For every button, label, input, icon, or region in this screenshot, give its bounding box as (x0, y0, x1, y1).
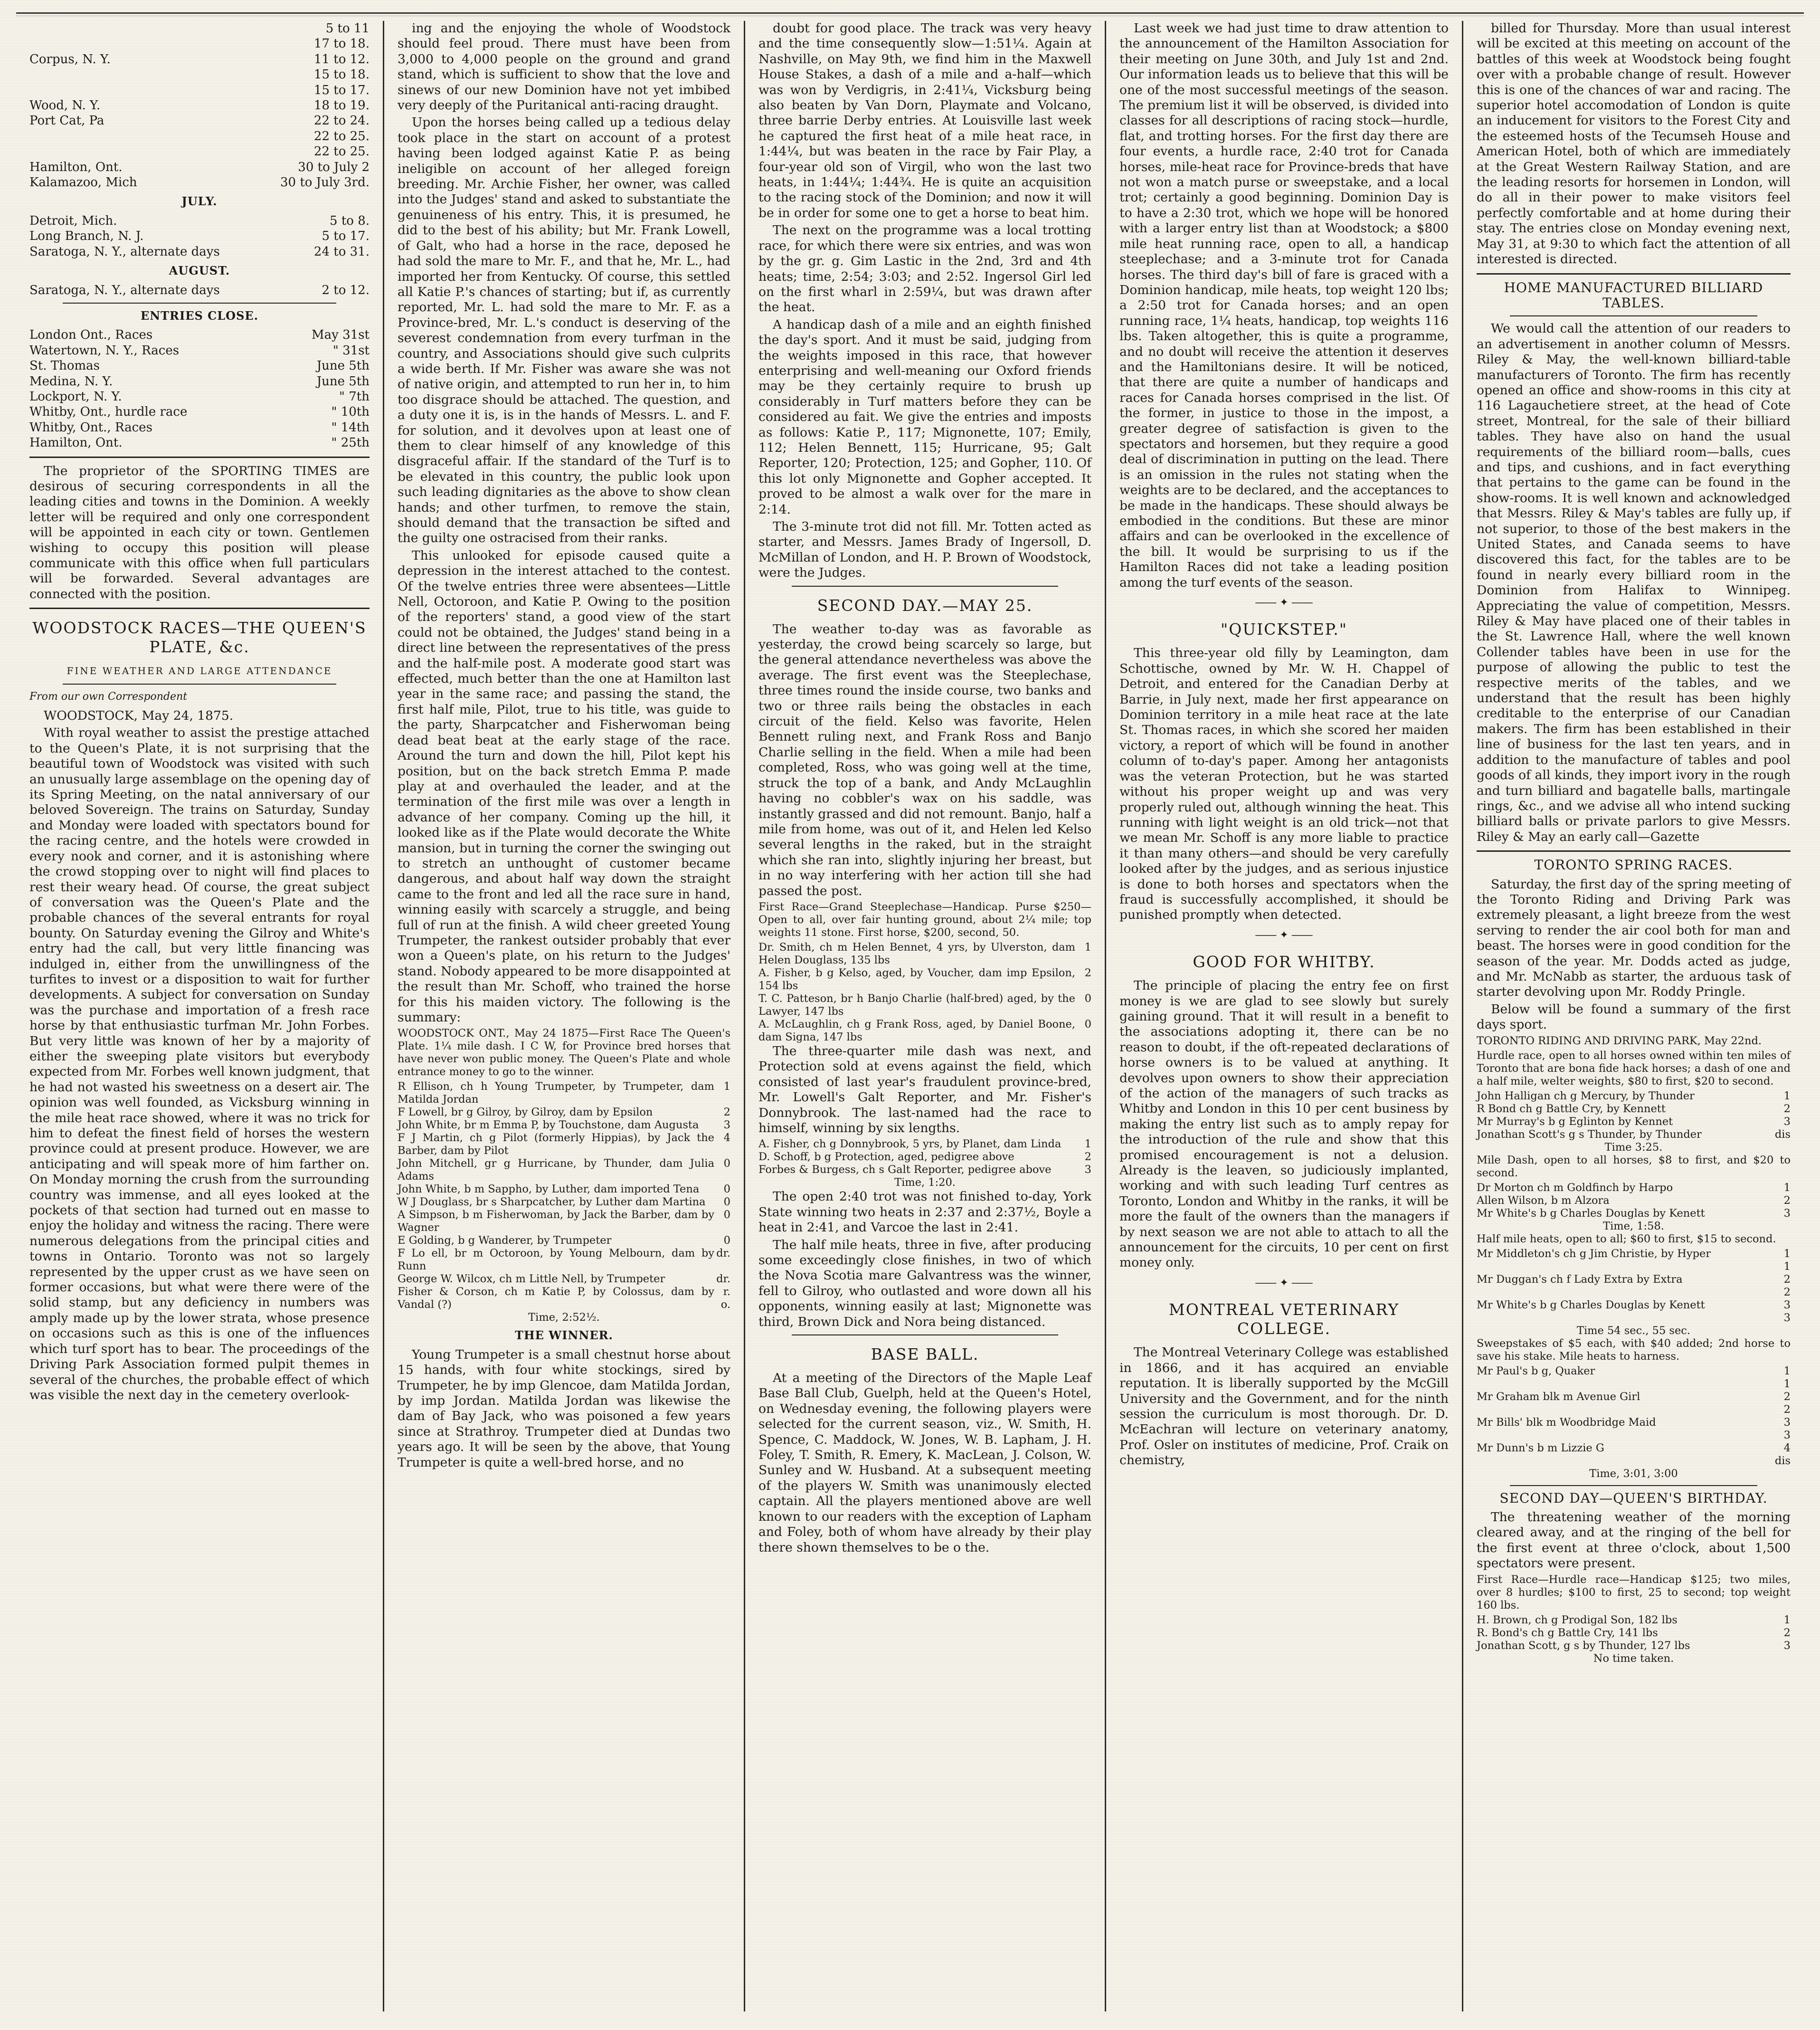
summary-entry-label: Allen Wilson, b m Alzora (1477, 1194, 1610, 1207)
birthday-hurdle-summary (1477, 1573, 1791, 1665)
summary-entry-label: F Lowell, br g Gilroy, by Gilroy, dam by Epsilon (398, 1106, 653, 1119)
race-date-row (29, 175, 370, 190)
entry-close-row-value: June 5th (316, 359, 370, 373)
article-paragraph: The 3-minute trot did not fill. Mr. Totten acted as starter, and Messrs. James Brady of Ingersoll, D. McMillan of London, and H. P. Brown of Woodstock, were the Judges. (758, 519, 1091, 581)
summary-entry-label: H. Brown, ch g Prodigal Son, 182 lbs (1477, 1613, 1678, 1626)
july-heading: JULY. (181, 194, 218, 209)
three-quarter-summary (758, 1138, 1091, 1189)
race-date-row (29, 160, 370, 175)
race-date-row-value: 5 to 8. (330, 213, 370, 228)
summary-entry (758, 1151, 1091, 1163)
summary-entry-label: A. Fisher, b g Kelso, aged, by Voucher, dam imp Epsilon, 154 lbs (758, 966, 1075, 992)
summary-intro: First Race—Hurdle race—Handicap $125; two miles, over 8 hurdles; $100 to first, 25 to second; top weight 160 lbs. (1477, 1573, 1791, 1611)
article-paragraph: billed for Thursday. More than usual interest will be excited at this meeting on account of the battles of this week at Woodstock being fought over with a probable change of result. However this is one of the chances of war and racing. The superior hotel accomodation of London is quite an inducement for visitors to the Forest City and the esteemed hosts of the Tecumseh House and American Hotel, both of which are immediately at the Great Western Railway Station, and are the leading resorts for horsemen in London, will do all in their power to make visitors feel perfectly comfortable and at home during their stay. The entries close on Monday evening next, May 31, at 9:30 to which fact the attention of all interested is directed. (1477, 21, 1791, 267)
divider (1477, 273, 1791, 275)
race-date-row-value: 15 to 17. (313, 83, 370, 97)
summary-entry (1477, 1248, 1791, 1273)
article-paragraph: We would call the attention of our readers to an advertisement in another column of Messrs. Riley & May, the well-known billiard-table manufacturers of Toronto. The firm has recently opened an office and show-rooms in this city at 116 Lagauchetiere street, at the head of Cote street, Montreal, for the sale of their billiard tables. They have also on hand the usual requirements of the billiard room—balls, cues and tips, and cushions, and in fact everything that pertains to the game can be found in the show-rooms. It is well known and acknowledged that Messrs. Riley & May's tables are fully up, if not superior, to those of the best makers in the United States, and Canada seems to have discovered this fact, for the tables are to be found in nearly every billiard room in the Dominion from Halifax to Winnipeg. Appreciating the value of competition, Messrs. Riley & May have placed one of their tables in the St. Lawrence Hall, where the well known Collender tables have been in use for the purpose of allowing the public to test the respective merits of the tables, and we understand that the result has been highly creditable to the enterprise of our Canadian makers. The firm has been established in their line of business for the last ten years, and in addition to the manufacture of tables and pool goods of all kinds, they import ivory in the rough and turn billiard and bagatelle balls, martingale rings, &c., and we advise all who intend sucking billiard balls or private parlors to give Messrs. Riley & May an early call—Gazette (1477, 321, 1791, 844)
summary-entry-label: Dr Morton ch m Goldfinch by Harpo (1477, 1181, 1673, 1194)
entry-close-row-value: " 7th (339, 389, 370, 404)
woodstock-subhead: FINE WEATHER AND LARGE ATTENDANCE (66, 665, 332, 677)
summary-entry (1477, 1627, 1791, 1639)
summary-entry (398, 1106, 730, 1119)
winner-heading: THE WINNER. (515, 1328, 613, 1343)
article-paragraph: The half mile heats, three in five, after producing some exceedingly close finishes, in two of which the Nova Scotia mare Galvantress was the winner, fell to Gilroy, who outlasted and wore down all his opponents, winning easily at last; Mignonette was third, Brown Dick and Nora being distanced. (758, 1237, 1091, 1329)
race-date-row-value: 24 to 31. (313, 244, 370, 259)
entry-close-row-value: " 31st (332, 343, 370, 358)
race-date-row-value: 22 to 25. (313, 144, 370, 159)
entry-close-row-label: Whitby, Ont., Races (29, 420, 152, 435)
summary-entries (1477, 1248, 1791, 1325)
divider (63, 303, 336, 304)
august-heading: AUGUST. (169, 264, 230, 278)
summary-entry-value: 0 (723, 1157, 730, 1170)
summary-entry (398, 1183, 730, 1196)
entry-close-row (29, 389, 370, 404)
entry-close-row (29, 404, 370, 419)
race-date-row (29, 98, 370, 113)
summary-entry-label: Jonathan Scott, g s by Thunder, 127 lbs (1477, 1639, 1690, 1652)
column-1 (16, 21, 384, 2011)
race-date-row-value: 11 to 12. (313, 52, 370, 67)
article-paragraph: The Montreal Veterinary College was established in 1866, and it has acquired an enviable reputation. It is liberally supported by the McGill University and the Government, and for the ninth session the curriculum is most thorough. Dr. D. McEachran will lecture on veterinary anatomy, Prof. Osler on institutes of medicine, Prof. Craik on chemistry, (1119, 1345, 1449, 1468)
race-date-row (29, 67, 370, 82)
summary-entry-label: Mr Dunn's b m Lizzie G (1477, 1441, 1604, 1454)
entries-close-heading: ENTRIES CLOSE. (140, 308, 259, 323)
summary-entry-value: 3 3 (1783, 1298, 1791, 1324)
summary-entry-label: A. McLaughlin, ch g Frank Ross, aged, by Daniel Boone, dam Signa, 147 lbs (758, 1018, 1075, 1043)
summary-entry-value: 1 (1783, 1613, 1791, 1626)
article-paragraph: Upon the horses being called up a tedious delay took place in the start on account of a protest having been lodged against Katie P. as being ineligible on account of her alleged foreign breeding. Mr. Archie Fisher, her owner, was called into the Judges' stand and asked to substantiate the genuineness of his entry. This, it is presumed, he did to the best of his ability; but Mr. Frank Lowell, of Galt, who had a horse in the race, deposed he had sold the mare to Mr. F., and that he, Mr. L., had imported her from Kentucky. Of course, this settled all Katie P.'s chances of starting; but if, as currently reported, Mr. L. had sold the mare to Mr. F. as a Province-bred, Mr. L.'s conduct is deserving of the severest condemnation from every turfman in the country, and Associations should give such culprits a wide berth. If Mr. Fisher was aware she was not of native origin, and attempted to run her in, to him too disgrace should be attached. The question, and a duty one it is, is in the hands of Messrs. L. and F. for solution, and it devolves upon at least one of them to clear himself of any knowledge of this disgraceful affair. If the standard of the Turf is to be elevated in this country, the public look upon such leading dignitaries as the above to show clean hands; and other turfmen, to remove the stain, should demand that the transaction be sifted and the guilty one ostracised from their ranks. (398, 115, 730, 546)
summary-entry (758, 1018, 1091, 1044)
summary-entry-value: 1 1 (1783, 1247, 1791, 1273)
article-paragraph: Below will be found a summary of the first days sport. (1477, 1001, 1791, 1032)
race-dates-july (29, 213, 370, 259)
summary-entry-label: R Ellison, ch h Young Trumpeter, by Trumpeter, dam Matilda Jordan (398, 1080, 714, 1106)
summary-entry (758, 1163, 1091, 1176)
toronto-summary (1477, 1035, 1791, 1480)
article-paragraph: At a meeting of the Directors of the Maple Leaf Base Ball Club, Guelph, held at the Queen's Hotel, on Wednesday evening, the following players were selected for the current season, viz., W. Smith, H. Spence, C. Maddock, W. Jones, W. B. Lapham, J. H. Foley, T. Smith, R. Emery, K. MacLean, J. Colson, W. Sunley and W. Husband. At a subsequent meeting of the players W. Smith was unanimously elected captain. All the players mentioned above are well known to our readers with the exception of Lapham and Foley, both of whom have already by their play there shown themselves to be o the. (758, 1371, 1091, 1555)
summary-entry-label: E Golding, b g Wanderer, by Trumpeter (398, 1234, 612, 1247)
summary-entry-label: Jonathan Scott's g s Thunder, by Thunder (1477, 1128, 1702, 1141)
summary-entry-value: 1 (1084, 1138, 1091, 1151)
race-date-row-value: 30 to July 3rd. (280, 175, 370, 190)
article-paragraph: The open 2:40 trot was not finished to-day, York State winning two heats in 2:37 and 2:37½, Boyle a heat in 2:41, and Varcoe the last in 2:41. (758, 1189, 1091, 1235)
summary-entry-label: W J Douglass, br s Sharpcatcher, by Luther dam Martina (398, 1196, 706, 1209)
article-paragraph: This unlooked for episode caused quite a depression in the interest attached to the contest. Of the twelve entries three were absentees—Little Nell, Octoroon, and Katie P. Owing to the position of the reporters' stand, a good view of the start could not be obtained, the Judges' stand being in a direct line between the representatives of the press and the half-mile post. A moderate good start was effected, much better than the one at Hamilton last year in the same race; and passing the stand, the first half mile, Pilot, true to his title, was guide to the party, Sharpcatcher and Fisherwoman being dead beat beat at the early stage of the race. Around the turn and down the hill, Pilot kept his position, but on the back stretch Emma P. made play at and overhauled the leader, and at the termination of the first mile was over a length in advance of her company. Coming up the hill, it looked like as if the Plate would decorate the White mansion, but in turning the corner the swinging out to stretch an unthought of customer became dangerous, and about half way down the straight came to the front and led all the race sure in hand, winning easily with scarcely a struggle, and being full of run at the finish. A wild cheer greeted Young Trumpeter, the rankest outsider probably that ever won a Queen's plate, on his return to the Judges' stand. Nobody appeared to be more disappointed at the result than Mr. Schoff, who trained the horse for this his maiden victory. The following is the summary: (398, 548, 730, 1025)
summary-intro: WOODSTOCK ONT., May 24 1875—First Race The Queen's Plate. 1¼ mile dash. I C W, for Province bred horses that have never won public money. The Queen's Plate and whole entrance money to go to the winner. (398, 1027, 730, 1078)
summary-entry-value: 1 1 (1783, 1364, 1791, 1390)
summary-entry-label: John Mitchell, gr g Hurricane, by Thunder, dam Julia Adams (398, 1157, 714, 1183)
column-3 (745, 21, 1106, 2011)
race-date-row (29, 83, 370, 98)
race-date-row-value: 22 to 24. (313, 114, 370, 128)
race-date-row (29, 229, 370, 244)
race-date-row (29, 52, 370, 67)
summary-entry-value: 2 2 (1783, 1390, 1791, 1416)
summary-entry-value: 3 (1783, 1207, 1791, 1220)
montreal-veterinary-heading: MONTREAL VETERINARY COLLEGE. (1168, 1300, 1400, 1338)
race-time: Time, 3:01, 3:00 (1589, 1467, 1678, 1480)
race-date-row (29, 144, 370, 159)
article-paragraph: Last week we had just time to draw attention to the announcement of the Hamilton Association for their meeting on June 30th, and July 1st and 2nd. Our information leads us to believe that this will be one of the most successful meetings of the season. The premium list it will be observed, is divided into classes for all descriptions of racing stock—hurdle, flat, and trotting horses. For the first day there are four events, a hurdle race, 2:40 trot for Canada horses, mile-heat race for Province-breds that have not won a match purse or sweepstake, and a local trot; certainly a good beginning. Dominion Day is to have a 2:30 trot, which we hope will be honored with a larger entry list than at Woodstock; a $800 mile heat running race, open to all, a handicap steeplechase; and a 3-minute trot for Canada horses. The third day's bill of fare is graced with a Dominion handicap, mile heats, top weight 120 lbs; a 2:50 trot for Canada horses; and an open running race, 1¼ heats, handicap, top weights 116 lbs. Taken altogether, this is quite a programme, and no doubt will receive the attention it deserves and the Hamiltonians desire. It will be noticed, that there are quite a number of handicaps and races for Canada horses comprised in the list. Of the former, in justice to those in the impost, a greater degree of satisfaction is given to the spectators and horsemen, but they require a good deal of discrimination in putting on the lead. There is an omission in the rules not stating when the weights are to be declared, and the acceptances to be made in the handicaps. These should always be embodied in the conditions. But these are minor affairs and can be overlooked in the excellence of the bill. It would be surprising to us if the Hamilton Races did not take a leading position among the turf events of the season. (1119, 21, 1449, 590)
summary-entry-label: R. Bond's ch g Battle Cry, 141 lbs (1477, 1626, 1658, 1639)
steeplechase-summary (758, 901, 1091, 1044)
summary-entry-value: 1 (1084, 941, 1091, 953)
entry-close-row (29, 374, 370, 389)
entry-close-row-value: June 5th (316, 374, 370, 389)
summary-entry (1477, 1103, 1791, 1115)
summary-entry-value: dr. (716, 1273, 730, 1286)
base-ball-heading: BASE BALL. (871, 1345, 979, 1364)
summary-intro: Mile Dash, open to all horses, $8 to first, and $20 to second. (1477, 1153, 1791, 1179)
summary-entry-label: Mr Paul's b g, Quaker (1477, 1364, 1595, 1377)
entry-close-row (29, 435, 370, 450)
summary-entry (1477, 1442, 1791, 1468)
summary-entry (398, 1080, 730, 1106)
divider (792, 1334, 1058, 1335)
race-date-row (29, 129, 370, 144)
summary-entry (398, 1119, 730, 1132)
summary-entry (398, 1247, 730, 1273)
divider (792, 586, 1058, 587)
column-2 (384, 21, 745, 2011)
section-ornament: ―― ✦ ―― (1255, 597, 1313, 609)
summary-entry-label: Mr Bills' blk m Woodbridge Maid (1477, 1416, 1656, 1429)
entry-close-row-value: " 25th (331, 436, 370, 450)
race-time: Time 3:25. (1604, 1141, 1663, 1153)
summary-entry-label: A Simpson, b m Fisherwoman, by Jack the Barber, dam by Wagner (398, 1209, 714, 1234)
race-dates-august (29, 283, 370, 298)
summary-entry (758, 992, 1091, 1018)
article-paragraph: The threatening weather of the morning cleared away, and at the ringing of the bell for the first event at three o'clock, about 1,500 spectators were present. (1477, 1510, 1791, 1571)
summary-intro: Sweepstakes of $5 each, with $40 added; 2nd horse to save his stake. Mile heats to harness. (1477, 1337, 1791, 1363)
summary-entry (1477, 1128, 1791, 1141)
summary-entry-value: 4 (723, 1132, 730, 1144)
second-day-heading: SECOND DAY.—MAY 25. (817, 596, 1033, 615)
race-time: Time 54 sec., 55 sec. (1576, 1324, 1691, 1337)
summary-entries (758, 1138, 1091, 1176)
summary-intro: Hurdle race, open to all horses owned within ten miles of Toronto that are bona fide hack horses; a dash of one and a half mile, welter weights, $80 to first, $20 to second. (1477, 1049, 1791, 1087)
race-dates-june (29, 21, 370, 190)
summary-entry-value: 3 (1783, 1115, 1791, 1128)
summary-entries (1477, 1182, 1791, 1220)
summary-entry (398, 1209, 730, 1234)
article-paragraph: Saturday, the first day of the spring meeting of the Toronto Riding and Driving Park was extremely pleasant, a light breeze from the west serving to render the air cool both for man and beast. The horses were in good condition for the season of the year. Mr. Dodds acted as judge, and Mr. McNabb as starter, the arduous task of starter devolving upon Mr. Roddy Pringle. (1477, 877, 1791, 1000)
summary-entry (1477, 1416, 1791, 1442)
race-date-row-label: Saratoga, N. Y., alternate days (29, 244, 220, 259)
summary-entry-label: T. C. Patteson, br h Banjo Charlie (half-bred) aged, by the Lawyer, 147 lbs (758, 992, 1075, 1018)
summary-entry (1477, 1115, 1791, 1128)
article-paragraph: Young Trumpeter is a small chestnut horse about 15 hands, with four white stockings, sired by Trumpeter, he by imp Glencoe, dam Matilda Jordan, by imp Jordan. Matilda Jordan was likewise the dam of Bay Jack, who was poisoned a few years since at Strathroy. Trumpeter died at Dundas two years ago. It will be seen by the above, that Young Trumpeter is quite a well-bred horse, and no (398, 1347, 730, 1470)
dateline: TORONTO RIDING AND DRIVING PARK, May 22nd. (1477, 1034, 1762, 1047)
summary-entry-value: r. o. (720, 1286, 730, 1311)
race-date-row-label: Kalamazoo, Mich (29, 175, 137, 190)
summary-entry (1477, 1090, 1791, 1103)
race-date-row (29, 213, 370, 229)
summary-entry-label: John Halligan ch g Mercury, by Thunder (1477, 1089, 1695, 1102)
summary-intro: Half mile heats, open to all; $60 to first, $15 to second. (1477, 1232, 1776, 1245)
toronto-spring-races-heading: TORONTO SPRING RACES. (1534, 857, 1733, 873)
race-date-row-label: Port Cat, Pa (29, 114, 104, 128)
summary-entry-label: Mr White's b g Charles Douglas by Kenett (1477, 1298, 1705, 1311)
correspondents-notice: The proprietor of the SPORTING TIMES are desirous of securing correspondents in all the leading cities and towns in the Dominion. A weekly letter will be required and only one correspondent will be appointed in each city or town. Gentlemen wishing to occupy this position will please communicate with this office when full particulars will be forwarded. Several advantages are connected with the position. (29, 463, 370, 601)
race-date-row-value: 22 to 25. (313, 129, 370, 143)
race-date-row (29, 113, 370, 128)
divider (1477, 850, 1791, 852)
summary-entry (1477, 1182, 1791, 1194)
summary-entry (1477, 1207, 1791, 1220)
entries-close-list (29, 327, 370, 450)
race-date-row-label: Wood, N. Y. (29, 98, 101, 113)
summary-entry (1477, 1365, 1791, 1391)
entry-close-row-value: May 31st (312, 328, 370, 343)
race-date-row-value: 18 to 19. (313, 98, 370, 113)
woodstock-races-headline: WOODSTOCK RACES—THE QUEEN'S PLATE, &c. (32, 619, 367, 657)
summary-entry-label: Forbes & Burgess, ch s Galt Reporter, pedigree above (758, 1163, 1052, 1176)
race-date-row-value: 15 to 18. (313, 67, 370, 82)
summary-entry-label: Fisher & Corson, ch m Katie P, by Colossus, dam by Vandal (?) (398, 1286, 714, 1311)
entry-close-row-value: " 14th (331, 420, 370, 435)
summary-entry (758, 1138, 1091, 1151)
summary-entry-value: dr. (716, 1247, 730, 1260)
summary-entry-value: 3 (723, 1119, 730, 1132)
divider (29, 457, 370, 458)
race-time: Time, 1:20. (894, 1176, 956, 1189)
summary-entry (398, 1234, 730, 1247)
summary-entry-label: George W. Wilcox, ch m Little Nell, by Trumpeter (398, 1273, 665, 1286)
column-5 (1463, 21, 1804, 2011)
article-paragraph: With royal weather to assist the prestige attached to the Queen's Plate, it is not surprising that the beautiful town of Woodstock was visited with such an unusually large assemblage on the opening day of its Spring Meeting, on the natal anniversary of our beloved Sovereign. The trains on Saturday, Sunday and Monday were loaded with spectators bound for the racing centre, and the hotels were crowded in every nook and corner, and it is astonishing where the crowd stopping over to night will find places to rest their weary head. Of course, the great subject of conversation was the Queen's Plate and the probable chances of the several entrants for royal bounty. On Saturday evening the Gilroy and White's entry had the call, but very little financing was indulged in, either from the unwillingness of the turfites to invest or a disposition to wait for further developments. A subject for conversation on Sunday was the purchase and importation of a fresh race horse by that enthusiastic turfman Mr. John Forbes. But very little was known of her by a majority of either the sweeping plate visitors but everybody expected from Mr. Forbes well known judgment, that he had not wasted his sweetness on a desert air. The opinion was well founded, as Vicksburg winning in the mile heat race showed, where it was no trick for him to defeat the finest field of horses the western province could at present produce. However, we are anticipating and will speak more of him farther on. On Monday morning the crush from the surrounding country was immense, and all eyes looked at the pockets of that section had turned out en masse to enjoy the holiday and witness the racing. There were numerous delegations from the principal cities and towns in Ontario. Toronto was not so largely represented by the upper crust as we have seen on former occasions, but what were there were of the solid stamp, but any deficiency in numbers was amply made up by the lower strata, whose presence on occasions such as this is one of the influences which turf sport has to bear. The proceedings of the Driving Park Association formed pulpit themes in several of the churches, the probable effect of which was visible the next day in the cemetery overlook- (29, 725, 370, 1402)
queens-plate-summary (398, 1027, 730, 1324)
summary-entries (758, 941, 1091, 1044)
race-date-row-value: 2 to 12. (322, 283, 370, 297)
entry-close-row-label: Lockport, N. Y. (29, 389, 122, 404)
summary-entry-value: 3 3 (1783, 1416, 1791, 1441)
summary-entry (398, 1132, 730, 1157)
summary-entry (1477, 1639, 1791, 1652)
article-paragraph: ing and the enjoying the whole of Woodstock should feel proud. There must have been from 3,000 to 4,000 people on the ground and grand stand, which is sufficient to show that the love and sinews of our new Dominion have not yet imbibed very deeply of the Puritanical anti-racing draught. (398, 21, 730, 113)
article-paragraph: The weather to-day was as favorable as yesterday, the crowd being scarcely so large, but the general attendance nevertheless was above the average. The first event was the Steeplechase, three times round the inside course, two banks and two or three rails being the obstacles in each circuit of the field. Kelso was favorite, Helen Bennett ruling next, and Frank Ross and Banjo Charlie selling in the field. When a mile had been completed, Ross, who was going well at the time, struck the top of a bank, and Andy McLaughlin having no cobbler's wax on his saddle, was instantly grassed and did not remount. Banjo, half a mile from home, was out of it, and Helen led Kelso several lengths in the raked, but in the straight which she ran into, slightly injuring her breast, but in no way interfering with her action till she had passed the post. (758, 621, 1091, 898)
summary-entry-value: 2 (1783, 1194, 1791, 1207)
divider (63, 684, 336, 685)
summary-entry-label: Mr Middleton's ch g Jim Christie, by Hyper (1477, 1247, 1711, 1260)
entry-close-row-value: " 10th (331, 405, 370, 419)
byline: From our own Correspondent (29, 690, 188, 703)
entry-close-row-label: Medina, N. Y. (29, 374, 113, 389)
entry-close-row (29, 343, 370, 358)
summary-entries (1477, 1614, 1791, 1652)
summary-entry (398, 1196, 730, 1209)
summary-entry (1477, 1194, 1791, 1207)
race-date-row-label: Detroit, Mich. (29, 213, 117, 228)
race-date-row (29, 36, 370, 51)
race-date-row-label: Long Branch, N. J. (29, 229, 144, 244)
summary-entry-label: John White, b m Sappho, by Luther, dam imported Tena (398, 1183, 700, 1196)
summary-entry (1477, 1614, 1791, 1627)
summary-entry-value: 3 (1783, 1639, 1791, 1652)
entry-close-row-label: Hamilton, Ont. (29, 436, 123, 450)
race-date-row (29, 21, 370, 36)
summary-entry-label: Dr. Smith, ch m Helen Bennet, 4 yrs, by Ulverston, dam Helen Douglass, 135 lbs (758, 941, 1075, 966)
summary-entry-label: Mr White's b g Charles Douglas by Kenett (1477, 1207, 1705, 1220)
article-paragraph: This three-year old filly by Leamington, dam Schottische, owned by Mr. W. H. Chappel of Detroit, and entered for the Canadian Derby at Barrie, in July next, made her first appearance on Dominion territory in a mile heat race at the late St. Thomas races, in which she scored her maiden victory, a report of which will be found in another column of to-day's paper. Among her antagonists was the veteran Protection, but he was started without his proper weight up and was very properly ruled out, although winning the heat. This running with light weight is an old trick—not that we mean Mr. Schoff is any more liable to practice it than many others—and should be very carefully looked after by the judges, and as serious injustice is done to both horses and spectators when the fraud is successfully accomplished, it should be punished promptly when detected. (1119, 646, 1449, 923)
race-date-row (29, 283, 370, 298)
columns (16, 21, 1804, 2011)
summary-entry-value: 2 (1084, 966, 1091, 979)
entry-close-row-label: Watertown, N. Y., Races (29, 343, 180, 358)
article-paragraph: doubt for good place. The track was very heavy and the time consequently slow—1:51¼. Again at Nashville, on May 9th, we find him in the Maxwell House Stakes, a dash of a mile and a-half—which was won by Verdigris, in 2:41¼, Vicksburg being also beaten by Van Dorn, Playmate and Volcano, three barrie Derby entries. At Louisville last week he captured the first heat of a mile heat race, in 1:44¼, but was beaten in the race by Fair Play, a four-year old son of Virgil, who won the last two heats, in 1:44¼; 1:44¾. He is quite an acquisition to the racing stock of the Dominion; and now it will be in order for some one to get a horse to beat him. (758, 21, 1091, 220)
race-date-row-label: Saratoga, N. Y., alternate days (29, 283, 220, 297)
summary-entry (758, 967, 1091, 992)
summary-entry-value: 0 (723, 1209, 730, 1221)
summary-entry-value: 0 (1084, 1018, 1091, 1030)
summary-entry-label: F J Martin, ch g Pilot (formerly Hippias), by Jack the Barber, dam by Pilot (398, 1132, 714, 1157)
entry-close-row-label: Whitby, Ont., hurdle race (29, 405, 188, 419)
summary-intro: First Race—Grand Steeplechase—Handicap. Purse $250—Open to all, over fair hunting ground, about 2¼ mile; top weights 11 stone. First horse, $200, second, 50. (758, 900, 1091, 939)
top-rule (16, 12, 1804, 16)
summary-entry-label: Mr Duggan's ch f Lady Extra by Extra (1477, 1273, 1683, 1286)
summary-entry (1477, 1391, 1791, 1416)
entry-close-row-label: London Ont., Races (29, 328, 153, 343)
dateline: WOODSTOCK, May 24, 1875. (44, 708, 234, 724)
divider (1510, 1485, 1757, 1486)
summary-entry-value: 4 dis (1774, 1441, 1791, 1467)
summary-entry (398, 1273, 730, 1286)
summary-entry-value: 1 (1783, 1089, 1791, 1102)
summary-entry-value: 0 (1084, 992, 1091, 1005)
summary-entry-value: 0 (723, 1234, 730, 1247)
race-date-row-value: 5 to 11 (325, 21, 370, 36)
race-date-row-label: Hamilton, Ont. (29, 160, 123, 174)
article-paragraph: The three-quarter mile dash was next, and Protection sold at evens against the field, which consisted of last year's fraudulent province-bred, Mr. Lowell's Galt Reporter, and Mr. Fisher's Donnybrook. The last-named had the race to himself, winning by six lengths. (758, 1043, 1091, 1135)
section-ornament: ―― ✦ ―― (1255, 1277, 1313, 1289)
summary-entry-label: A. Fisher, ch g Donnybrook, 5 yrs, by Planet, dam Linda (758, 1138, 1062, 1151)
summary-entry-value: 2 (723, 1106, 730, 1119)
summary-entry-value: 1 (1783, 1181, 1791, 1194)
summary-entry (1477, 1273, 1791, 1299)
entry-close-row (29, 358, 370, 373)
quickstep-heading: "QUICKSTEP." (1221, 620, 1347, 639)
summary-entry-label: Mr Graham blk m Avenue Girl (1477, 1390, 1640, 1403)
entry-close-row (29, 420, 370, 435)
article-paragraph: A handicap dash of a mile and an eighth finished the day's sport. And it must be said, judging from the weights imposed in this race, that however enterprising and well-meaning our Oxford friends may be they certainly require to brush up considerably in Turf matters before they can be considered au fait. We give the entries and imposts as follows: Katie P., 117; Mignonette, 107; Emily, 112; Helen Bennett, 115; Hurricane, 95; Galt Reporter, 120; Protection, 125; and Gopher, 110. Of this lot only Mignonette and Gopher accepted. It proved to be almost a walk over for the mare in 2:14. (758, 317, 1091, 517)
summary-entry (398, 1157, 730, 1183)
summary-entry-value: 1 (723, 1080, 730, 1093)
summary-entry-value: 2 (1783, 1626, 1791, 1639)
race-date-row-value: 30 to July 2 (298, 160, 370, 174)
summary-entry-value: 2 (1084, 1151, 1091, 1163)
race-time: No time taken. (1593, 1652, 1674, 1665)
summary-entry-value: 2 (1783, 1102, 1791, 1115)
race-date-row-value: 17 to 18. (313, 37, 370, 51)
second-day-queens-birthday-heading: SECOND DAY—QUEEN'S BIRTHDAY. (1499, 1490, 1768, 1506)
race-date-row-label: Corpus, N. Y. (29, 52, 111, 67)
summary-entry-label: D. Schoff, b g Protection, aged, pedigree above (758, 1151, 1014, 1163)
summary-entry (758, 941, 1091, 967)
summary-entries (1477, 1365, 1791, 1468)
section-ornament: ―― ✦ ―― (1255, 929, 1313, 941)
summary-entry-label: R Bond ch g Battle Cry, by Kennett (1477, 1102, 1666, 1115)
summary-entry (398, 1286, 730, 1311)
good-for-whitby-heading: GOOD FOR WHITBY. (1193, 953, 1375, 972)
column-4 (1106, 21, 1463, 2011)
summary-entries (398, 1080, 730, 1311)
race-date-row (29, 244, 370, 259)
race-date-row-value: 5 to 17. (322, 229, 370, 244)
summary-entry (1477, 1299, 1791, 1325)
summary-entries (1477, 1090, 1791, 1141)
summary-entry-value: 2 2 (1783, 1273, 1791, 1298)
race-time: Time, 2:52½. (528, 1311, 600, 1324)
article-paragraph: The principle of placing the entry fee on first money is we are glad to see slowly but surely gaining ground. That it will result in a benefit to the associations adopting it, there can be no reason to doubt, if the oft-repeated declarations of horse owners is to be valued at anything. It devolves upon owners to show their appreciation of the action of the managers of such tracks as Whitby and London in this 10 per cent business by making the entry list such as to amply repay for the introduction of the rule and show that this promised encouragement is not a delusion. Already is the leaven, so judiciously implanted, working and with such leading Turf centres as Toronto, London and Whitby in the ranks, it will be more the fault of the owners than the managers if by next season we are not able to attach to all the announcement for the circuits, 10 per cent on first money only. (1119, 978, 1449, 1270)
race-time: Time, 1:58. (1603, 1220, 1664, 1232)
summary-entry-label: Mr Murray's b g Eglinton by Kennet (1477, 1115, 1673, 1128)
summary-entry-label: John White, br m Emma P, by Touchstone, dam Augusta (398, 1119, 699, 1132)
summary-entry-value: 0 (723, 1183, 730, 1196)
entry-close-row-label: St. Thomas (29, 359, 100, 373)
entry-close-row (29, 327, 370, 343)
divider (1510, 315, 1757, 316)
billiard-tables-heading: HOME MANUFACTURED BILLIARD TABLES. (1504, 279, 1763, 311)
summary-entry-label: F Lo ell, br m Octoroon, by Young Melbourn, dam by Runn (398, 1247, 714, 1273)
divider (29, 608, 370, 609)
summary-entry-value: dis (1774, 1128, 1791, 1141)
article-paragraph: The next on the programme was a local trotting race, for which there were six entries, and was won by the gr. g. Gim Lastic in the 2nd, 3rd and 4th heats; time, 2:54; 3:03; and 2:52. Ingersol Girl led on the first wharl in 2:59¼, but was drawn after the heat. (758, 223, 1091, 315)
summary-entry-value: 3 (1084, 1163, 1091, 1176)
summary-entry-value: 0 (723, 1196, 730, 1209)
